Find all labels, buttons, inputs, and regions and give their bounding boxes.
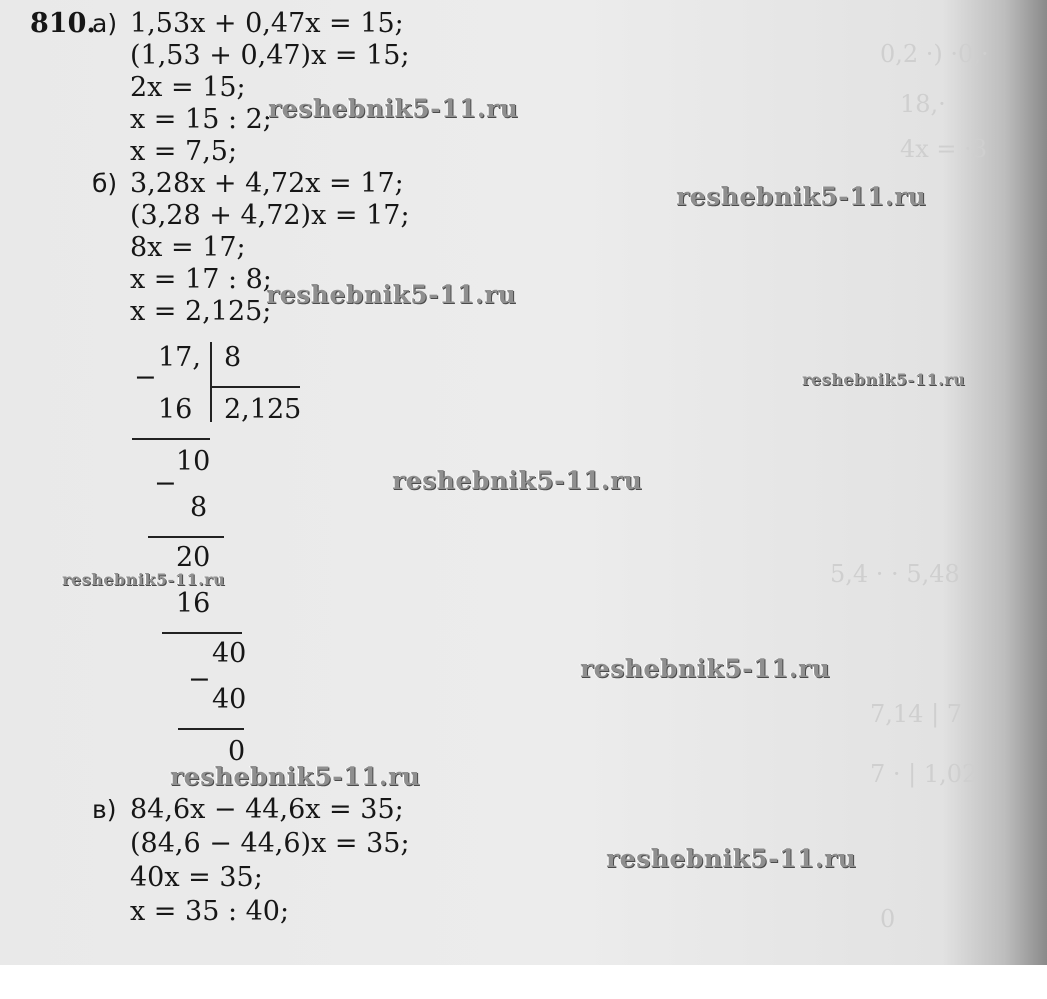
- division-step: 8: [190, 492, 208, 523]
- equation-line: x = 2,125;: [130, 296, 272, 327]
- division-quotient: 2,125: [224, 394, 302, 425]
- part-label-a: а): [92, 9, 118, 38]
- equation-line: (84,6 − 44,6)x = 35;: [130, 828, 410, 859]
- watermark-text: reshebnik5-11.ru: [268, 94, 519, 123]
- division-underline: [132, 438, 210, 440]
- equation-line: 84,6x − 44,6x = 35;: [130, 794, 404, 825]
- equation-line: 2x = 15;: [130, 72, 246, 103]
- equation-line: (1,53 + 0,47)x = 15;: [130, 40, 410, 71]
- equation-line: 40x = 35;: [130, 862, 263, 893]
- bleed-through-text: 5,4 · · 5,48: [830, 560, 960, 588]
- equation-line: 3,28x + 4,72x = 17;: [130, 168, 404, 199]
- equation-line: (3,28 + 4,72)x = 17;: [130, 200, 410, 231]
- equation-line: x = 35 : 40;: [130, 896, 290, 927]
- bleed-through-text: 7,14 | 7: [870, 700, 963, 728]
- watermark-text: reshebnik5-11.ru: [62, 570, 226, 589]
- division-step: 10: [176, 446, 211, 477]
- equation-line: x = 17 : 8;: [130, 264, 272, 295]
- equation-line: 8x = 17;: [130, 232, 246, 263]
- watermark-text: reshebnik5-11.ru: [266, 280, 517, 309]
- division-minus-sign: −: [188, 664, 211, 695]
- watermark-text: reshebnik5-11.ru: [170, 762, 421, 791]
- division-step: 40: [212, 684, 247, 715]
- division-bar-vertical: [210, 342, 212, 422]
- bleed-through-text: 4x = ·3: [900, 135, 988, 163]
- division-minus-sign: −: [134, 362, 157, 393]
- division-step: 16: [158, 394, 193, 425]
- bleed-through-text: 0: [880, 905, 896, 933]
- division-bar-horizontal: [212, 386, 300, 388]
- part-label-b: б): [92, 169, 118, 198]
- equation-line: x = 7,5;: [130, 136, 238, 167]
- watermark-text: reshebnik5-11.ru: [676, 182, 927, 211]
- division-minus-sign: −: [154, 468, 177, 499]
- bleed-through-text: 0,2 ·) ·0,·: [880, 40, 989, 68]
- equation-line: 1,53x + 0,47x = 15;: [130, 8, 404, 39]
- division-underline: [178, 728, 244, 730]
- bleed-through-text: 7 · | 1,02: [870, 760, 978, 788]
- part-label-c: в): [92, 795, 117, 824]
- division-underline: [148, 536, 224, 538]
- division-dividend: 17,: [158, 342, 201, 373]
- division-step: 20: [176, 542, 211, 573]
- watermark-text: reshebnik5-11.ru: [392, 466, 643, 495]
- watermark-text: reshebnik5-11.ru: [580, 654, 831, 683]
- problem-number: 810.: [30, 8, 96, 39]
- division-step: 40: [212, 638, 247, 669]
- division-divisor: 8: [224, 342, 242, 373]
- watermark-text: reshebnik5-11.ru: [802, 370, 966, 389]
- watermark-text: reshebnik5-11.ru: [606, 844, 857, 873]
- equation-line: x = 15 : 2;: [130, 104, 272, 135]
- bleed-through-text: 18,·: [900, 90, 946, 118]
- division-step: 0: [228, 736, 246, 767]
- division-step: 16: [176, 588, 211, 619]
- division-underline: [162, 632, 242, 634]
